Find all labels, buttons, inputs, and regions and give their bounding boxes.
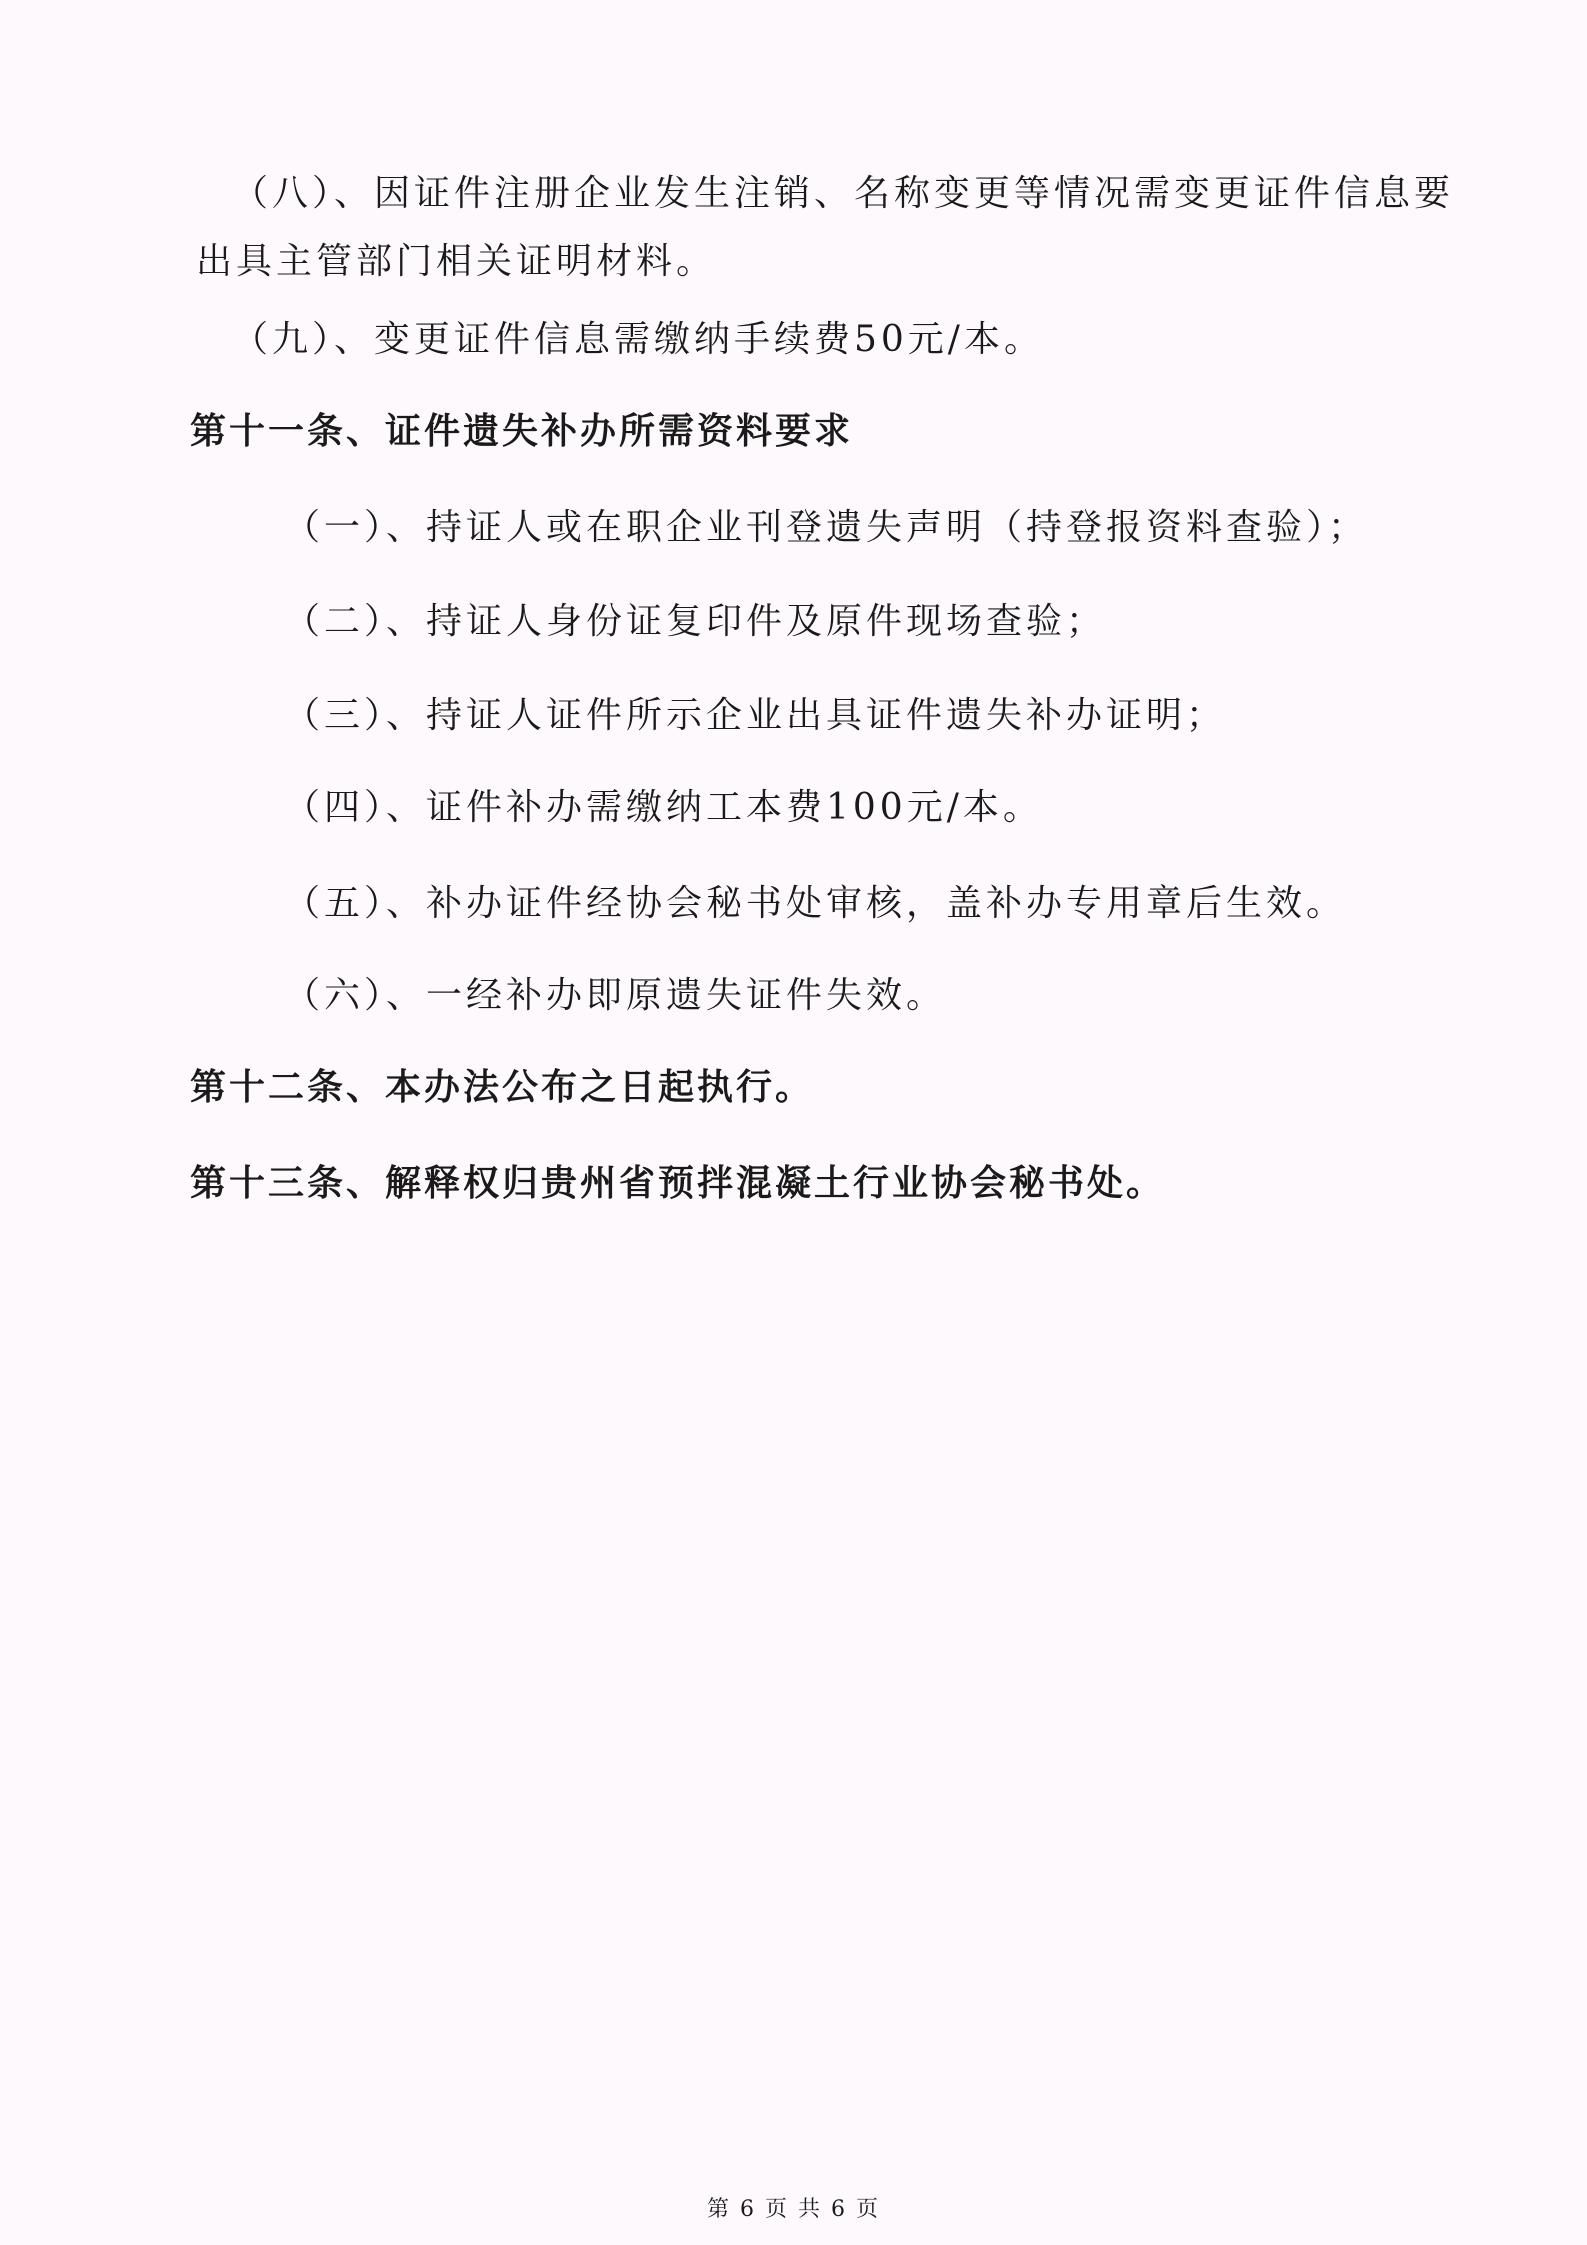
article-11-item-2: （二）、持证人身份证复印件及原件现场查验； [284,601,1107,642]
article-11-heading: 第十一条、证件遗失补办所需资料要求 [190,411,854,452]
article-13-heading: 第十三条、解释权归贵州省预拌混凝土行业协会秘书处。 [190,1163,1166,1204]
article-11-item-3: （三）、持证人证件所示企业出具证件遗失补办证明； [284,695,1227,736]
paragraph-item-9: （九）、变更证件信息需缴纳手续费50元/本。 [232,319,1044,360]
page-footer: 第 6 页 共 6 页 [707,2197,880,2222]
article-11-item-6: （六）、一经补办即原遗失证件失效。 [284,975,947,1016]
article-11-item-1: （一）、持证人或在职企业刊登遗失声明（持登报资料查验）； [284,507,1369,548]
paragraph-item-8: （八）、因证件注册企业发生注销、名称变更等情况需变更证件信息要 [232,173,1455,214]
article-11-item-4: （四）、证件补办需缴纳工本费100元/本。 [284,787,1043,828]
paragraph-item-8-continued: 出具主管部门相关证明材料。 [196,241,717,282]
article-11-item-5: （五）、补办证件经协会秘书处审核，盖补办专用章后生效。 [284,883,1347,924]
article-12-heading: 第十二条、本办法公布之日起执行。 [190,1067,815,1108]
